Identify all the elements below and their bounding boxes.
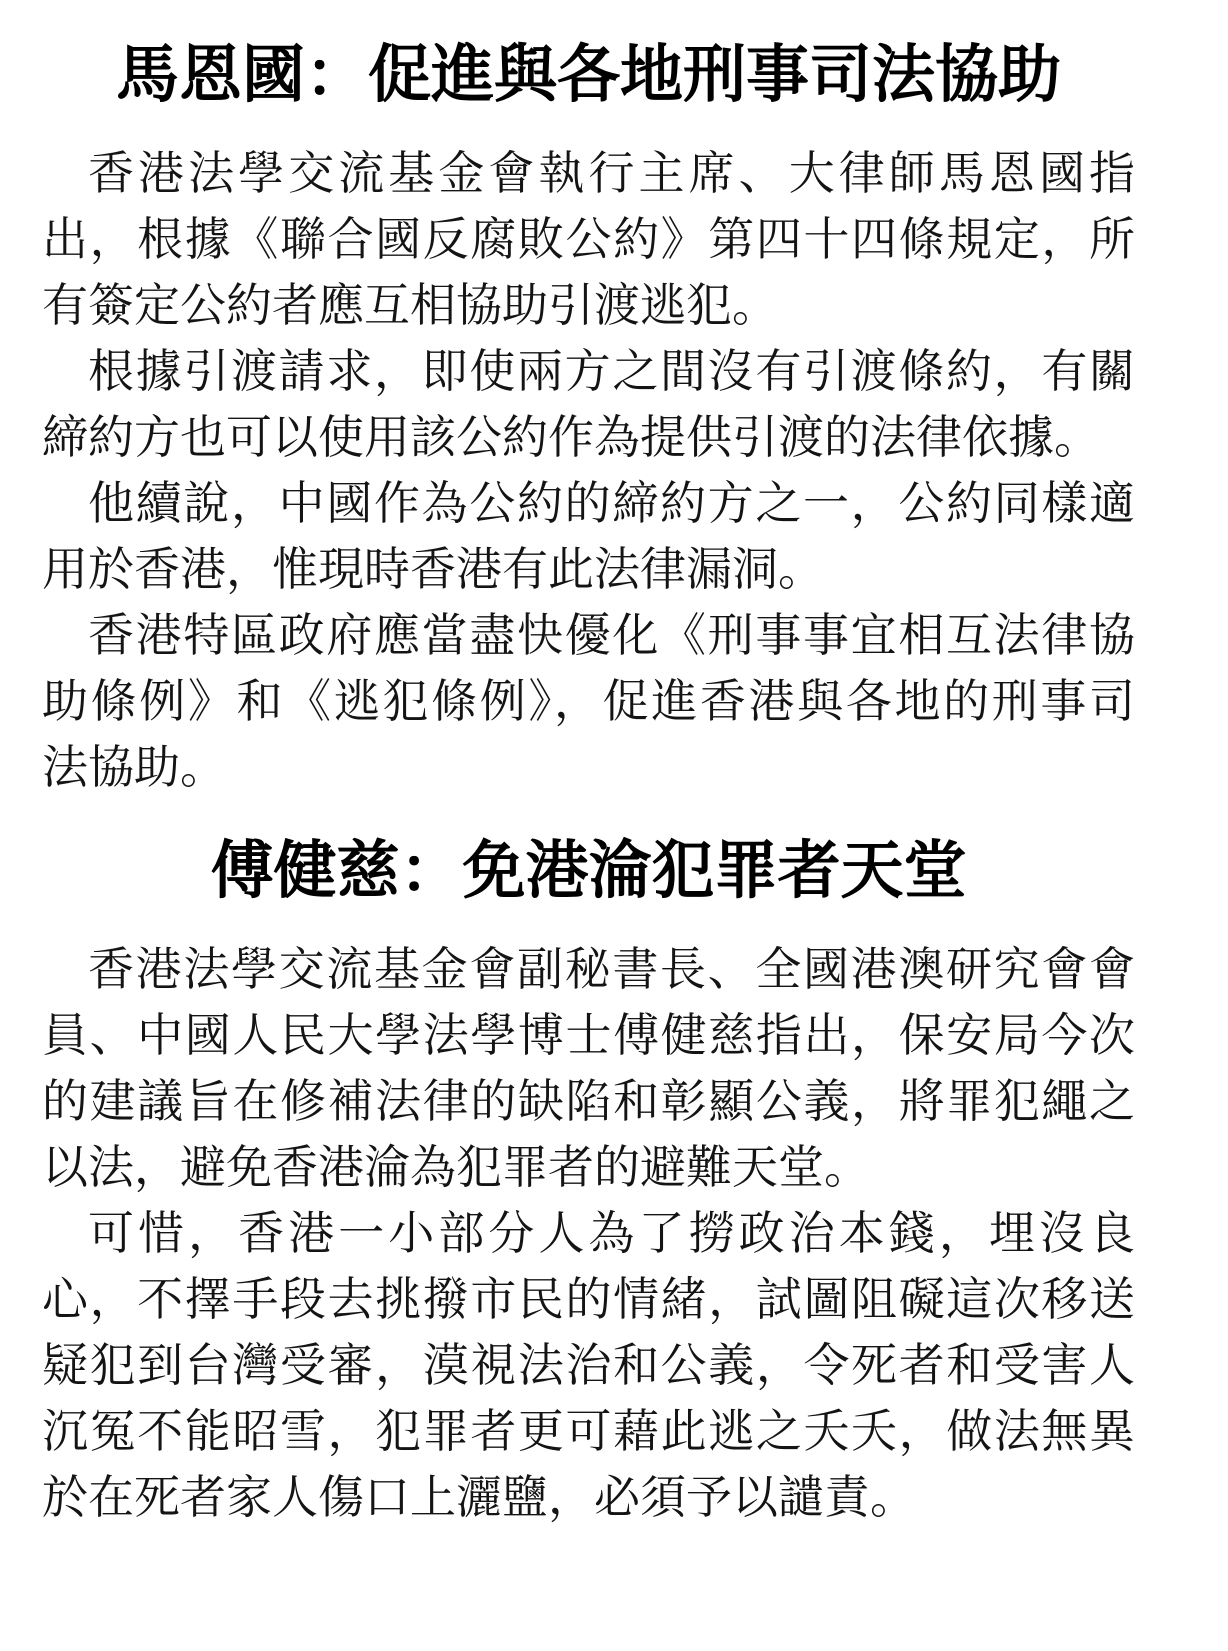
paragraph-line: 員、中國人民大學法學博士傅健慈指出，保安局今次 (42, 1008, 1135, 1062)
paragraph (42, 602, 1135, 800)
section-body (42, 140, 1135, 800)
paragraph-line: 締約方也可以使用該公約作為提供引渡的法律依據。 (42, 410, 1100, 464)
paragraph-line: 有簽定公約者應互相協助引渡逃犯。 (42, 278, 778, 332)
section-body (42, 936, 1135, 1530)
article-section (42, 831, 1135, 1530)
paragraph-line: 可惜，香港一小部分人為了撈政治本錢，埋沒良 (88, 1206, 1135, 1260)
paragraph-line: 以法，避免香港淪為犯罪者的避難天堂。 (42, 1140, 870, 1194)
paragraph-line: 的建議旨在修補法律的缺陷和彰顯公義，將罪犯繩之 (42, 1074, 1135, 1128)
paragraph-line: 香港特區政府應當盡快優化《刑事事宜相互法律協 (88, 608, 1135, 662)
paragraph-line: 於在死者家人傷口上灑鹽，必須予以譴責。 (42, 1470, 916, 1524)
paragraph (42, 140, 1135, 338)
paragraph-line: 用於香港，惟現時香港有此法律漏洞。 (42, 542, 824, 596)
paragraph (42, 338, 1135, 470)
paragraph-line: 他續說，中國作為公約的締約方之一，公約同樣適 (88, 476, 1135, 530)
paragraph (42, 1200, 1135, 1530)
paragraph (42, 936, 1135, 1200)
article-column (42, 0, 1135, 1530)
section-heading: 馬恩國：促進與各地刑事司法協助 (116, 38, 1061, 111)
paragraph-line: 根據引渡請求，即使兩方之間沒有引渡條約，有關 (88, 344, 1135, 398)
paragraph-line: 出，根據《聯合國反腐敗公約》第四十四條規定，所 (42, 212, 1135, 266)
paragraph-line: 心，不擇手段去挑撥市民的情緒，試圖阻礙這次移送 (42, 1272, 1135, 1326)
paragraph-line: 法協助。 (42, 740, 226, 794)
paragraph-line: 香港法學交流基金會執行主席、大律師馬恩國指 (88, 146, 1135, 200)
paragraph-line: 沉冤不能昭雪，犯罪者更可藉此逃之夭夭，做法無異 (42, 1404, 1135, 1458)
section-heading: 傅健慈：免港淪犯罪者天堂 (210, 834, 967, 907)
paragraph-line: 助條例》和《逃犯條例》，促進香港與各地的刑事司 (42, 674, 1135, 728)
paragraph-line: 疑犯到台灣受審，漠視法治和公義，令死者和受害人 (42, 1338, 1135, 1392)
paragraph-line: 香港法學交流基金會副秘書長、全國港澳研究會會 (88, 942, 1135, 996)
paragraph (42, 470, 1135, 602)
article-section (42, 35, 1135, 800)
